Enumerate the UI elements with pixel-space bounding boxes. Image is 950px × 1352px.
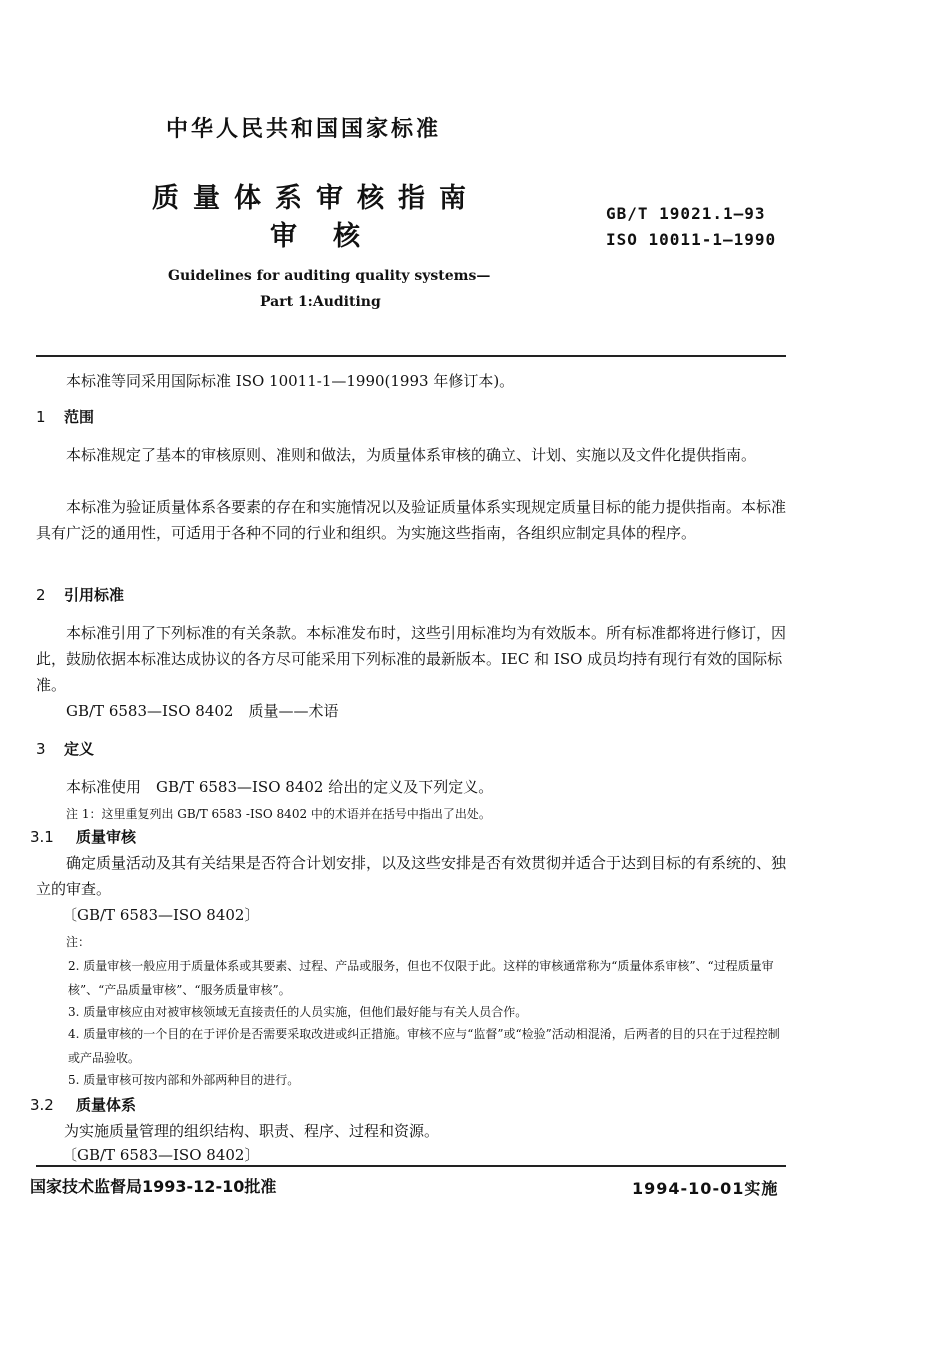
section-number: 3.1 — [30, 828, 54, 846]
scope-paragraph-2: 本标准为验证质量体系各要素的存在和实施情况以及验证质量体系实现规定质量目标的能力提供指南。本标准具有广泛的通用性，可适用于各种不同的行业和组织。为实施这些指南，各组织应制定具体的程序。 — [36, 498, 787, 542]
notes-label: 注： — [66, 935, 91, 949]
footer-divider — [36, 1165, 786, 1167]
iso-standard-code: ISO 10011-1—1990 — [606, 230, 777, 249]
normative-references-paragraph: 本标准引用了下列标准的有关条款。本标准发布时，这些引用标准均为有效版本。所有标准都将进行修订，因此，鼓励依据本标准达成协议的各方尽可能采用下列标准的最新版本。IEC 和 ISO 成员均持有现行有效的国际标准。 — [36, 624, 787, 694]
effective-date: 1994-10-01实施 — [632, 1179, 779, 1198]
quality-system-citation: 〔GB/T 6583—ISO 8402〕 — [62, 1146, 260, 1164]
definitions-note-1: 注 1：这里重复列出 GB/T 6583 -ISO 8402 中的术语并在括号中指出了出处。 — [66, 807, 491, 821]
section-3-heading — [36, 738, 94, 759]
section-title: 范围 — [64, 408, 95, 426]
section-title: 定义 — [64, 740, 95, 758]
quality-audit-note-5: 5. 质量审核可按内部和外部两种目的进行。 — [68, 1073, 300, 1087]
document-subtitle: 审核 — [270, 221, 396, 252]
normative-reference-item: GB/T 6583—ISO 8402 质量——术语 — [66, 702, 339, 720]
national-standard-label: 中华人民共和国国家标准 — [166, 117, 442, 142]
section-number: 3 — [36, 740, 46, 758]
section-number: 2 — [36, 586, 46, 604]
english-title-line-2: Part 1:Auditing — [260, 294, 381, 310]
english-title-line-1: Guidelines for auditing quality systems— — [168, 268, 491, 284]
gb-standard-code: GB/T 19021.1—93 — [606, 204, 766, 223]
approval-date: 国家技术监督局1993-12-10批准 — [30, 1177, 277, 1196]
definitions-intro: 本标准使用 GB/T 6583—ISO 8402 给出的定义及下列定义。 — [66, 778, 494, 796]
quality-audit-definition: 确定质量活动及其有关结果是否符合计划安排，以及这些安排是否有效贯彻并适合于达到目标的有系统的、独立的审查。 — [36, 854, 787, 898]
header-divider — [36, 355, 786, 357]
quality-system-definition: 为实施质量管理的组织结构、职责、程序、过程和资源。 — [64, 1122, 440, 1140]
section-2-heading — [36, 584, 124, 605]
scope-paragraph-1: 本标准规定了基本的审核原则、准则和做法，为质量体系审核的确立、计划、实施以及文件化提供指南。 — [66, 446, 757, 464]
quality-audit-note-2: 2. 质量审核一般应用于质量体系或其要素、过程、产品或服务，但也不仅限于此。这样的审核通常称为“质量体系审核”、“过程质量审核”、“产品质量审核”、“服务质量审核”。 — [68, 959, 774, 997]
subsection-3-1-heading — [30, 826, 136, 847]
section-title: 质量审核 — [76, 828, 137, 846]
section-1-heading — [36, 406, 94, 427]
section-number: 1 — [36, 408, 46, 426]
quality-audit-citation: 〔GB/T 6583—ISO 8402〕 — [62, 906, 260, 924]
adoption-statement: 本标准等同采用国际标准 ISO 10011-1—1990(1993 年修订本)。 — [66, 372, 515, 390]
section-title: 质量体系 — [76, 1096, 137, 1114]
quality-audit-note-4: 4. 质量审核的一个目的在于评价是否需要采取改进或纠正措施。审核不应与“监督”或“检验”活动相混淆，后两者的目的只在于过程控制或产品验收。 — [68, 1027, 780, 1065]
section-title: 引用标准 — [64, 586, 125, 604]
document-title: 质量体系审核指南 — [152, 183, 480, 214]
section-number: 3.2 — [30, 1096, 54, 1114]
subsection-3-2-heading — [30, 1094, 136, 1115]
quality-audit-note-3: 3. 质量审核应由对被审核领域无直接责任的人员实施，但他们最好能与有关人员合作。 — [68, 1005, 528, 1019]
